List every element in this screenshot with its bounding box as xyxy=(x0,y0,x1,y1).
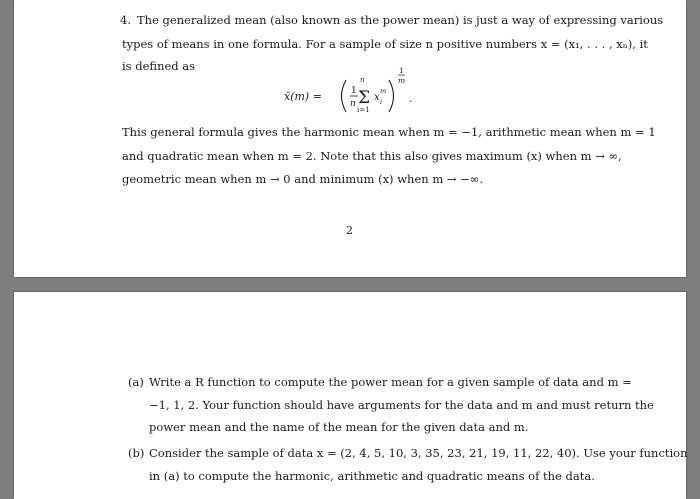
right-paren xyxy=(389,80,394,112)
term-base: x xyxy=(374,92,380,103)
sigma-icon: Σ xyxy=(358,88,371,108)
left-paren xyxy=(342,80,347,112)
exp-numerator: 1 xyxy=(399,66,404,75)
part-a-line-3: power mean and the name of the mean for the given data and m. xyxy=(149,420,529,434)
intro-line-1: The generalized mean (also known as the power mean) is just a way of expressing various xyxy=(137,13,664,27)
part-b-line-1: Consider the sample of data x = (2, 4, 5, 10, 3, 35, 23, 21, 19, 11, 22, 40). Use your function xyxy=(149,446,688,460)
term-sub: i xyxy=(380,98,383,106)
body-line-1: This general formula gives the harmonic mean when m = −1, arithmetic mean when m = 1 xyxy=(122,125,656,139)
power-mean-formula xyxy=(282,66,452,126)
body-line-2: and quadratic mean when m = 2. Note that this also gives maximum (x) when m → ∞, xyxy=(122,149,622,163)
body-line-3: geometric mean when m → 0 and minimum (x) when m → −∞. xyxy=(122,172,484,186)
page-number: 2 xyxy=(346,224,353,237)
frac-numerator: 1 xyxy=(351,86,357,96)
page-lower xyxy=(14,292,686,499)
intro-line-3: is defined as xyxy=(122,59,196,73)
question-number: 4. xyxy=(120,13,131,27)
part-a-line-2: −1, 1, 2. Your function should have arguments for the data and m and must return the xyxy=(149,398,654,412)
intro-line-2: types of means in one formula. For a sample of size n positive numbers x = (x₁, . . . , xₙ), it xyxy=(122,37,648,51)
formula-lhs: x̄(m) = xyxy=(284,90,322,103)
part-a-line-1: Write a R function to compute the power mean for a given sample of data and m = xyxy=(149,375,632,389)
part-b-label: (b) xyxy=(128,446,145,460)
exp-denominator: m xyxy=(398,76,406,85)
page-upper xyxy=(14,0,686,277)
frac-denominator: n xyxy=(350,99,356,109)
formula-end: . xyxy=(409,92,413,105)
sum-upper: n xyxy=(360,76,365,84)
sum-lower: i=1 xyxy=(357,106,370,114)
part-a-label: (a) xyxy=(128,375,144,389)
part-b-line-2: in (a) to compute the harmonic, arithmetic and quadratic means of the data. xyxy=(149,469,595,483)
term-sup: m xyxy=(380,87,387,95)
